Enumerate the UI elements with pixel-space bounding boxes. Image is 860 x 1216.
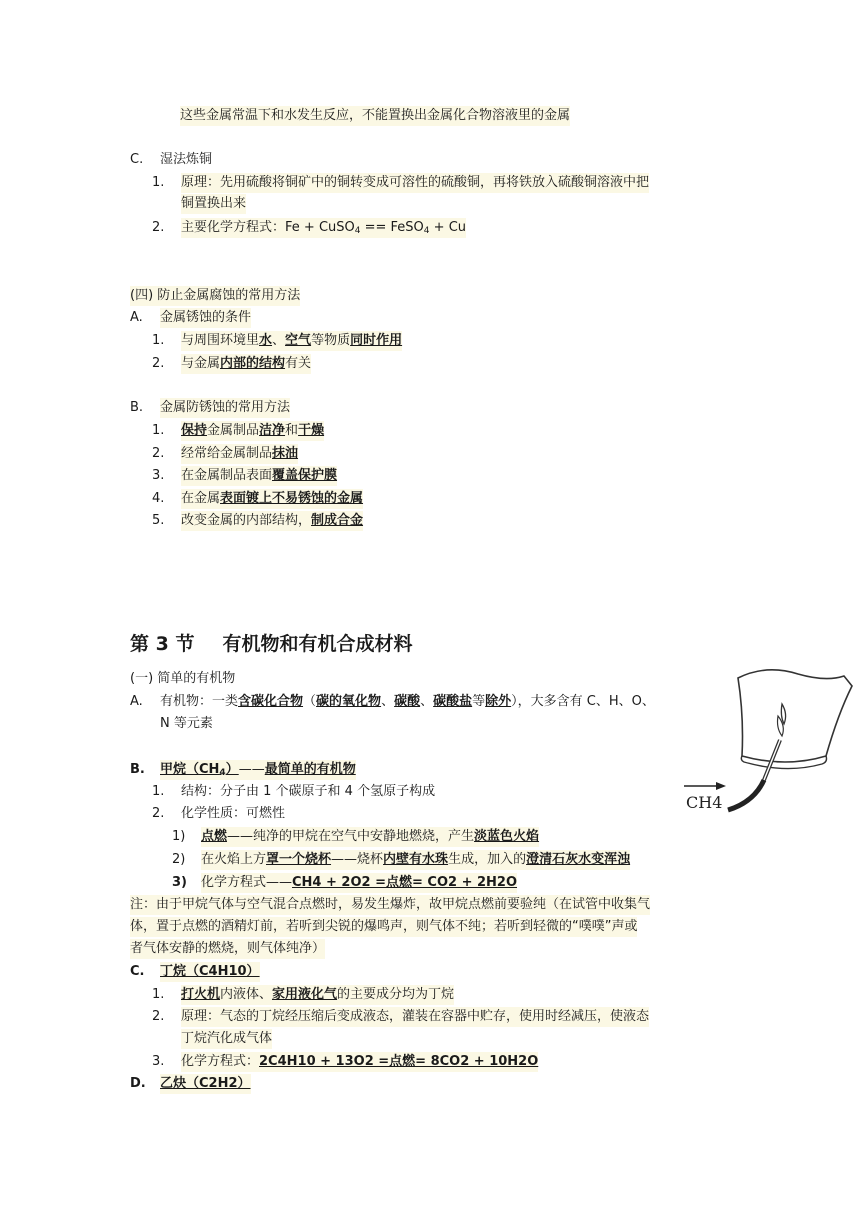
butane-equation: 2C4H10 + 13O2 =点燃= 8CO2 + 10H2O (259, 1054, 539, 1069)
note-line: 体，置于点燃的酒精灯前，若听到尖锐的爆鸣声，则气体不纯；若听到轻微的“噗噗”声或 (130, 917, 637, 937)
list-item: 与金属内部的结构有关 (181, 354, 311, 374)
list-number: 2. (152, 220, 165, 235)
list-item-cont: 丁烷汽化成气体 (181, 1029, 272, 1049)
letter-a: A. (130, 310, 143, 325)
list-number: 2. (152, 356, 165, 371)
list-item: 结构：分子由 1 个碳原子和 4 个氢原子构成 (181, 784, 436, 799)
list-number: 2. (152, 446, 165, 461)
letter-a: A. (130, 694, 143, 709)
section-title: 第 3 节 有机物和有机合成材料 (130, 633, 413, 655)
sub-item: 点燃——纯净的甲烷在空气中安静地燃烧，产生淡蓝色火焰 (201, 827, 539, 847)
methane-equation: CH4 + 2O2 =点燃= CO2 + 2H2O (292, 875, 518, 890)
organic-definition: 有机物：一类含碳化合物（碳的氧化物、碳酸、碳酸盐等除外），大多含有 C、H、O、 (160, 694, 655, 709)
wet-copper-heading: 湿法炼铜 (160, 152, 213, 167)
letter-b: B. (130, 762, 145, 777)
continued-text: 这些金属常温下和水发生反应，不能置换出金属化合物溶液里的金属 (180, 106, 570, 126)
list-item: 在金属表面镀上不易锈蚀的金属 (181, 489, 363, 509)
list-number: 1. (152, 784, 165, 799)
list-item: 打火机内液体、家用液化气的主要成分均为丁烷 (181, 985, 454, 1005)
list-item: 在金属制品表面覆盖保护膜 (181, 466, 337, 486)
section-heading: (四) 防止金属腐蚀的常用方法 (130, 286, 300, 306)
butane-heading: 丁烷（C4H10） (160, 962, 260, 982)
subsection-heading: 金属防锈蚀的常用方法 (160, 398, 290, 418)
note-line: 者气体安静的燃烧，则气体纯净） (130, 939, 325, 959)
sub-heading: (一) 简单的有机物 (130, 671, 236, 686)
list-number: 5. (152, 513, 165, 528)
list-item: 原理：气态的丁烷经压缩后变成液态，灌装在容器中贮存，使用时经减压，使液态 (181, 1007, 649, 1027)
letter-d: D. (130, 1076, 146, 1091)
methane-combustion-figure (676, 656, 860, 816)
sub-number: 3) (172, 875, 187, 890)
list-item: 经常给金属制品抹油 (181, 444, 298, 464)
subsection-heading: 金属锈蚀的条件 (160, 308, 251, 328)
list-item: 化学方程式：2C4H10 + 13O2 =点燃= 8CO2 + 10H2O (181, 1052, 538, 1072)
list-number: 1. (152, 175, 165, 190)
equation-line: 主要化学方程式：Fe + CuSO$_4$ == FeSO$_4$ + Cu (181, 220, 467, 236)
letter-b: B. (130, 400, 144, 415)
acetylene-heading: 乙炔（C2H2） (160, 1074, 251, 1094)
principle-text-cont: 铜置换出来 (181, 194, 246, 214)
list-item: 化学性质：可燃性 (181, 806, 286, 821)
ch4-label: CH4 (686, 793, 723, 812)
sub-item: 在火焰上方罩一个烧杯——烧杯内壁有水珠生成，加入的澄清石灰水变浑浊 (201, 850, 630, 870)
list-number: 2. (152, 1009, 165, 1024)
letter-c: C. (130, 964, 145, 979)
sub-number: 2) (172, 852, 186, 867)
list-number: 1. (152, 333, 165, 348)
list-item: 保持金属制品洁净和干燥 (181, 421, 324, 441)
wet-copper-letter: C. (130, 152, 144, 167)
list-number: 1. (152, 987, 165, 1002)
list-item: 改变金属的内部结构，制成合金 (181, 511, 363, 531)
list-item: 与周围环境里水、空气等物质同时作用 (181, 331, 402, 351)
list-number: 3. (152, 468, 165, 483)
organic-definition-cont: N 等元素 (160, 716, 213, 731)
methane-heading: 甲烷$(CH_4)——$最简单的有机物 (160, 762, 356, 778)
list-number: 1. (152, 423, 165, 438)
principle-text: 原理：先用硫酸将铜矿中的铜转变成可溶性的硫酸铜，再将铁放入硫酸铜溶液中把 (181, 173, 649, 193)
list-number: 2. (152, 806, 165, 821)
sub-number: 1) (172, 829, 186, 844)
list-number: 3. (152, 1054, 165, 1069)
sub-item: 化学方程式——CH4 + 2O2 =点燃= CO2 + 2H2O (201, 873, 517, 893)
note-line: 注：由于甲烷气体与空气混合点燃时，易发生爆炸，故甲烷点燃前要验纯（在试管中收集气 (130, 895, 650, 915)
list-number: 4. (152, 491, 165, 506)
